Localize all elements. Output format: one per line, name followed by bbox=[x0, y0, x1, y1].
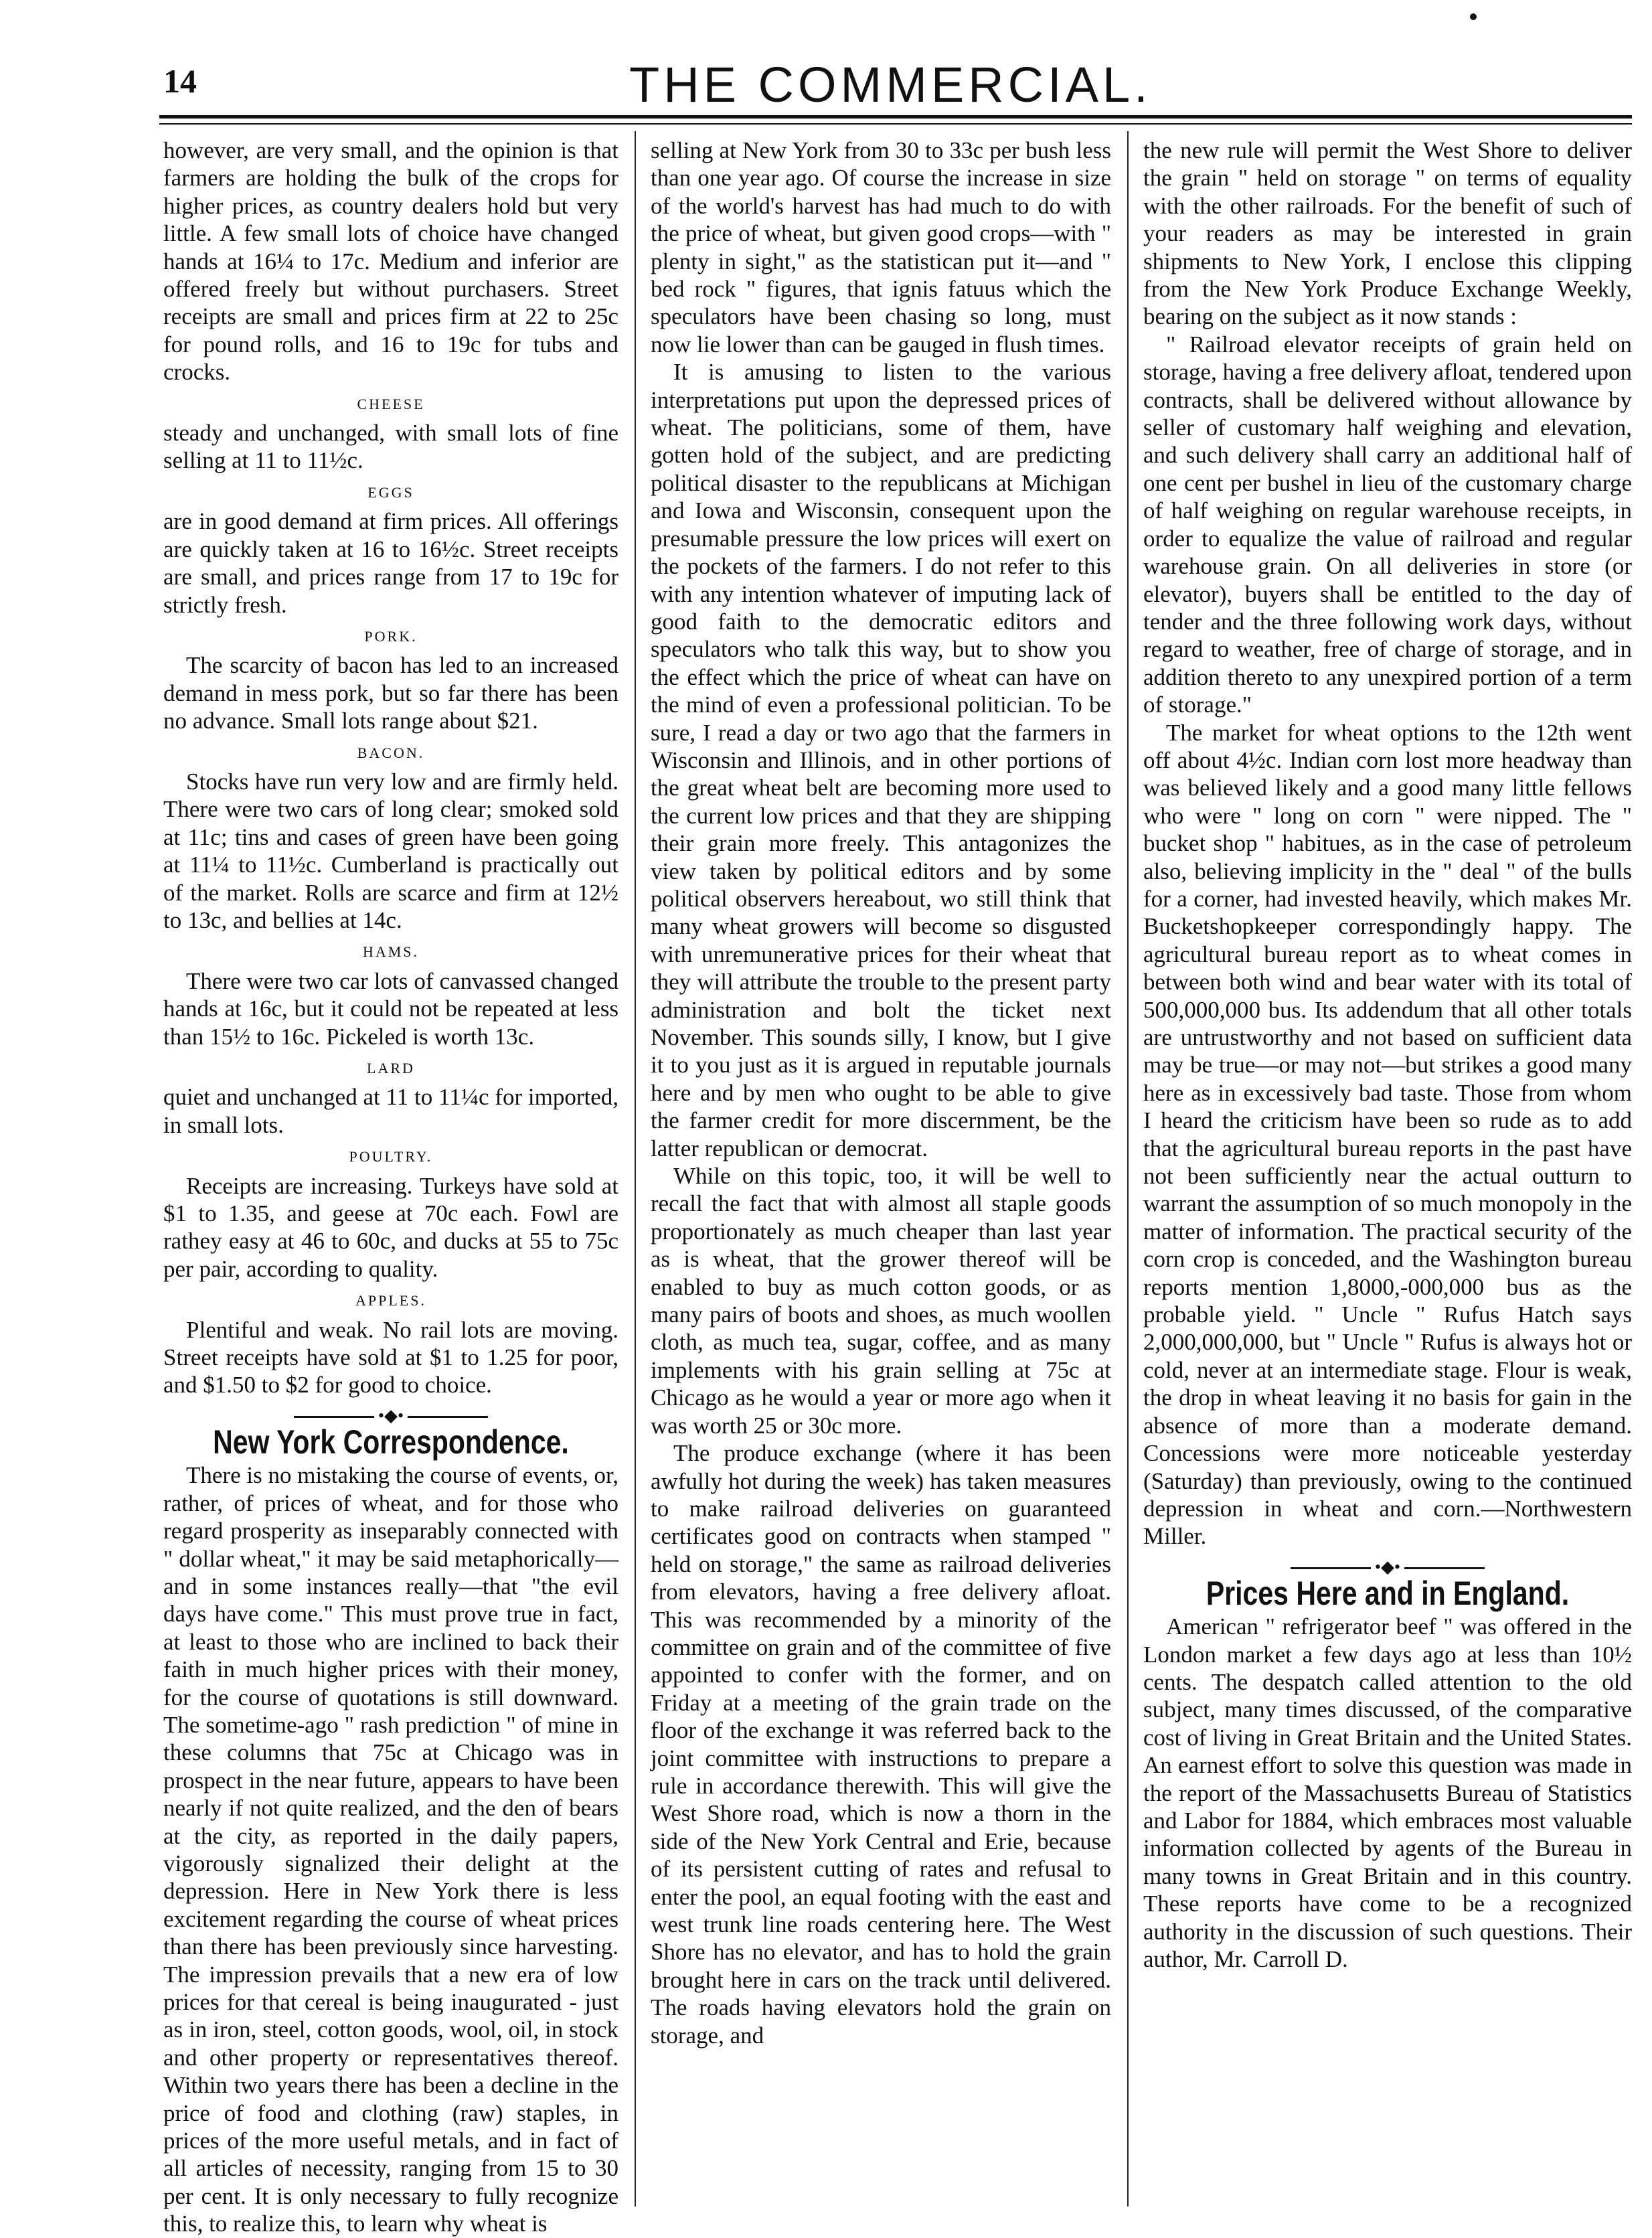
market-text: The scarcity of bacon has led to an increased demand in mess pork, but so far there has been no advance. Small lots range about $21. bbox=[163, 652, 618, 734]
market-text: Receipts are increasing. Turkeys have sold at $1 to 1.35, and geese at 70c each. Fowl are rathey easy at 46 to 60c, and ducks at 55 to 75c per pair, according to quality. bbox=[163, 1172, 618, 1282]
paragraph: It is amusing to listen to the various interpretations put upon the depressed prices of wheat. The politicians, some of them, have gotten hold of the subject, and are predicting political disaster to the republicans at Michigan and Iowa and Wisconsin, consequent upon the presumable pressure the low prices will exert on the pockets of the farmers. I do not refer to this with any intention whatever of imputing lack of good faith to the democratic editors and speculators who talk this way, but to show you the effect which the price of wheat can have on the mind of even a professional politician. To be sure, I read a day or two ago that the farmers in Wisconsin and Illinois, and in other portions of the great wheat belt are becoming more used to the current low prices and that they are shipping their grain more freely. This antagonizes the view taken by political editors and by some political observers hereabout, wo still think that many wheat growers will become so disgusted with unremunerative prices for their wheat that they will attribute the trouble to the present party administration and bolt the ticket next November. This sounds silly, I know, but I give it to you just as it is argued in reputable journals here and by men who ought to be able to give the farmer credit for more discernment, be the latter republican or democrat. bbox=[651, 359, 1111, 1162]
market-heading: APPLES. bbox=[355, 1292, 426, 1309]
ornament-divider: •◆• bbox=[163, 1409, 618, 1423]
market-heading: POULTRY. bbox=[349, 1148, 433, 1166]
page-number: 14 bbox=[163, 62, 197, 100]
masthead: THE COMMERCIAL. bbox=[629, 57, 1152, 112]
column-divider bbox=[1127, 131, 1129, 2207]
market-text: Stocks have run very low and are firmly held. There were two cars of long clear; smoked sold at 11c; tins and cases of green have been going at 11¼ to 11½c. Cumberland is practically out of the market. Rolls are scarce and firm at 12½ to 13c, and bellies at 14c. bbox=[163, 768, 618, 933]
header-rule-thin bbox=[159, 123, 1632, 125]
article-title: Prices Here and in England. bbox=[1206, 1574, 1570, 1612]
paragraph: selling at New York from 30 to 33c per bush less than one year ago. Of course the increase in size of the world's harvest has had much to do with the price of wheat, but given good crops—with " plenty in sight," as the statistican put it—and " bed rock " figures, that ignis fatuus which the speculators have been chasing so long, must now lie lower than can be gauged in flush times. bbox=[651, 137, 1111, 357]
market-text: are in good demand at firm prices. All offerings are quickly taken at 16 to 16½c. Street receipts are small, and prices range from 17 to 19c for strictly fresh. bbox=[163, 508, 618, 618]
market-text: quiet and unchanged at 11 to 11¼c for imported, in small lots. bbox=[163, 1084, 618, 1138]
market-heading: LARD bbox=[367, 1060, 415, 1076]
quotation: " Railroad elevator receipts of grain held on storage, having a free delivery afloat, tendered upon contracts, shall be delivered without allowance by seller of customary half weighing and elevation, and such delivery shall carry an additional half of one cent per bushel in lieu of the customary charge of half weighing on regular warehouse receipts, in order to equalize the value of railroad and regular warehouse grain. On all deliveries in store (or elevator), buyers shall be entitled to the day of tender and the three following work days, without regard to weather, free of charge of storage, and in addition thereto to any unexpired portion of a term of storage." bbox=[1143, 331, 1632, 718]
paragraph: While on this topic, too, it will be well to recall the fact that with almost all staple goods proportionately as much cheaper than last year as is wheat, that the grower thereof will be enabled to buy as much cotton goods, or as many pairs of boots and shoes, as much woollen cloth, as much tea, sugar, coffee, and as many implements with his grain selling at 75c at Chicago as he would a year or more ago when it was worth 25 or 30c more. bbox=[651, 1163, 1111, 1439]
ornament-divider: •◆• bbox=[1143, 1560, 1632, 1575]
paragraph: American " refrigerator beef " was offered in the London market a few days ago at less than 10½ cents. The despatch called attention to the old subject, many times discussed, of the comparative cost of living in Great Britain and the United States. An earnest effort to solve this question was made in the report of the Massachusetts Bureau of Statistics and Labor for 1884, which embraces most valuable information collected by agents of the Bureau in many towns in Great Britain and in this country. These reports have come to be a recognized authority in the discussion of such questions. Their author, Mr. Carroll D. bbox=[1143, 1613, 1632, 1972]
paragraph: however, are very small, and the opinion is that farmers are holding the bulk of the crops for higher prices, as country dealers hold but very little. A few small lots of choice have changed hands at 16¼ to 17c. Medium and inferior are offered freely but without purchasers. Street receipts are small and prices firm at 22 to 25c for pound rolls, and 16 to 19c for tubs and crocks. bbox=[163, 137, 618, 386]
market-heading: BACON. bbox=[357, 744, 425, 761]
column-1 bbox=[163, 137, 618, 2237]
article-title: New York Correspondence. bbox=[213, 1423, 569, 1461]
header-rule bbox=[159, 115, 1632, 118]
market-heading: HAMS. bbox=[362, 943, 420, 961]
market-text: Plentiful and weak. No rail lots are moving. Street receipts have sold at $1 to 1.25 for poor, and $1.50 to $2 for good to choice. bbox=[163, 1316, 618, 1398]
paragraph: The market for wheat options to the 12th went off about 4½c. Indian corn lost more headway than was believed likely and a good many little fellows who were " long on corn " were nipped. The " bucket shop " habitues, as in the case of petroleum also, believing implicity in the " deal " of the bulls for a corner, had invested heavily, which makes Mr. Bucketshopkeeper correspondingly happy. The agricultural bureau report as to wheat comes in between both wind and bear water with its total of 500,000,000 bus. Its addendum that all other totals are untrustworthy and not based on sufficient data may be true—or may not—but strikes a good many here as in excessively bad taste. Those from whom I heard the criticism have been so rude as to add that the agricultural bureau reports in the past have not been sufficiently near the actual outturn to warrant the assumption of so much monopoly in the matter of information. The practical security of the corn crop is conceded, and the Washington bureau reports mention 1,8000,-000,000 bus as the probable yield. " Uncle " Rufus Hatch says 2,000,000,000, but " Uncle " Rufus is always hot or cold, never at an intermediate stage. Flour is weak, the drop in wheat leaving it no basis for gain in the absence of more than a moderate demand. Concessions were more noticeable yesterday (Saturday) than previously, owing to the continued depression in wheat and corn.—Northwestern Miller. bbox=[1143, 719, 1632, 1550]
market-text: There were two car lots of canvassed changed hands at 16c, but it could not be repeated at less than 15½ to 16c. Pickeled is worth 13c. bbox=[163, 967, 618, 1050]
column-3 bbox=[1143, 137, 1632, 2199]
market-heading: EGGS bbox=[367, 483, 414, 501]
column-2 bbox=[651, 137, 1111, 2199]
ink-dot bbox=[1470, 13, 1477, 20]
paragraph: the new rule will permit the West Shore to deliver the grain " held on storage " on terms of equality with the other railroads. For the benefit of such of your readers as may be interested in grain shipments to New York, I enclose this clipping from the New York Produce Exchange Weekly, bearing on the subject as it now stands : bbox=[1143, 137, 1632, 330]
column-divider bbox=[635, 131, 636, 2207]
market-text: steady and unchanged, with small lots of fine selling at 11 to 11½c. bbox=[163, 420, 618, 474]
paragraph: The produce exchange (where it has been awfully hot during the week) has taken measures to make railroad deliveries on guaranteed certificates good on contracts when stamped " held on storage," the same as railroad deliveries from elevators, having a free delivery afloat. This was recommended by a minority of the committee on grain and of the committee of five appointed to confer with the former, and on Friday at a meeting of the grain trade on the floor of the exchange it was referred back to the joint committee with instructions to prepare a rule in accordance therewith. This will give the West Shore road, which is now a thorn in the side of the New York Central and Erie, because of its persistent cutting of rates and refusal to enter the pool, an equal footing with the east and west trunk line roads centering here. The West Shore has no elevator, and has to hold the grain brought here in cars on the track until delivered. The roads having elevators hold the grain on storage, and bbox=[651, 1440, 1111, 2049]
market-heading: PORK. bbox=[364, 627, 418, 645]
market-heading: CHEESE bbox=[357, 395, 425, 412]
paragraph: There is no mistaking the course of events, or, rather, of prices of wheat, and for those who regard prosperity as inseparably connected with " dollar wheat," it may be said metaphorically—and in some instances really—that "the evil days have come." This must prove true in fact, at least to those who are inclined to back their faith in much higher prices with their money, for the course of quotations is still downward. The sometime-ago " rash prediction " of mine in these columns that 75c at Chicago was in prospect in the near future, appears to have been nearly if not quite realized, and the den of bears at the city, as reported in the daily papers, vigorously signalized their delight at the depression. Here in New York there is less excitement regarding the course of wheat prices than there has been previously since harvesting. The impression prevails that a new era of low prices for that cereal is being inaugurated - just as in iron, steel, cotton goods, wool, oil, in stock and other property or representatives thereof. Within two years there has been a decline in the price of food and clothing (raw) staples, in prices of the more useful metals, and in fact of all articles of necessity, ranging from 15 to 30 per cent. It is only necessary to fully recognize this, to realize this, to learn why wheat is bbox=[163, 1462, 618, 2237]
